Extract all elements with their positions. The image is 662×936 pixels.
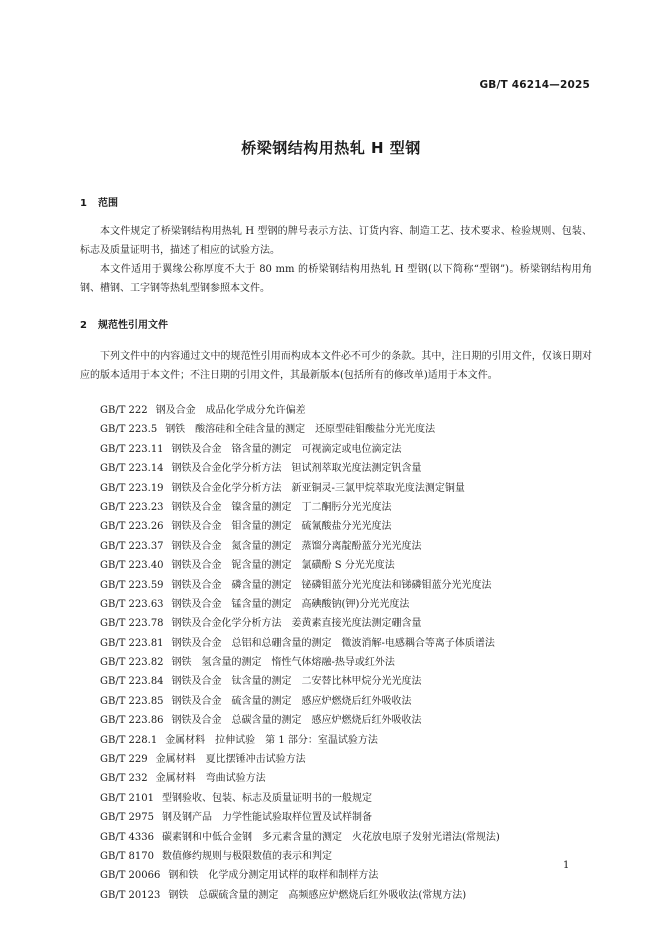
reference-code: GB/T 223.5	[100, 424, 158, 436]
reference-title: 钢铁 总碳硫含量的测定 高频感应炉燃烧后红外吸收法(常规方法)	[168, 889, 467, 901]
reference-title: 钢及钢产品 力学性能试验取样位置及试样制备	[162, 812, 373, 824]
reference-item	[100, 420, 600, 439]
reference-title: 钢铁及合金 钛含量的测定 二安替比林甲烷分光光度法	[171, 676, 422, 688]
reference-title: 数值修约规则与极限数值的表示和判定	[162, 850, 333, 862]
reference-item	[100, 517, 600, 536]
reference-title: 钢铁及合金 氮含量的测定 蒸馏分离靛酚蓝分光光度法	[171, 540, 422, 552]
reference-item	[100, 672, 600, 691]
reference-code: GB/T 223.37	[100, 540, 164, 552]
reference-item	[100, 653, 600, 672]
reference-title: 金属材料 弯曲试验方法	[155, 773, 266, 785]
reference-list	[100, 401, 600, 905]
reference-item	[100, 731, 600, 750]
reference-title: 钢及合金 成品化学成分允许偏差	[155, 405, 306, 416]
scope-paragraph-1: 本文件规定了桥梁钢结构用热轧 H 型钢的牌号表示方法、订货内容、制造工艺、技术要求、检验规则、包装、标志及质量证明书，描述了相应的试验方法。	[80, 226, 592, 256]
reference-title: 金属材料 夏比摆锤冲击试验方法	[155, 754, 306, 766]
reference-title: 钢铁及合金 锰含量的测定 高碘酸钠(钾)分光光度法	[171, 598, 410, 610]
reference-item	[100, 634, 600, 653]
reference-item	[100, 576, 600, 595]
reference-item	[100, 789, 600, 808]
reference-item	[100, 866, 600, 885]
reference-title: 钢铁及合金 总铝和总硼含量的测定 微波消解-电感耦合等离子体质谱法	[171, 637, 495, 649]
reference-item	[100, 401, 600, 420]
section-2-heading	[80, 316, 168, 331]
reference-code: GB/T 228.1	[100, 734, 158, 746]
reference-code: GB/T 223.26	[100, 521, 164, 533]
reference-code: GB/T 8170	[100, 850, 155, 862]
reference-code: GB/T 223.85	[100, 695, 164, 707]
reference-code: GB/T 223.40	[100, 560, 164, 572]
reference-title: 钢铁及合金 总碳含量的测定 感应炉燃烧后红外吸收法	[171, 715, 422, 727]
reference-code: GB/T 229	[100, 754, 148, 766]
reference-code: GB/T 20123	[100, 889, 161, 901]
document-title: 桥梁钢结构用热轧 H 型钢	[241, 139, 421, 157]
reference-title: 钢铁及合金化学分析方法 姜黄素直接光度法测定硼含量	[171, 618, 422, 630]
reference-title: 钢铁及合金 硫含量的测定 感应炉燃烧后红外吸收法	[171, 695, 412, 707]
reference-code: GB/T 223.78	[100, 618, 164, 630]
reference-item	[100, 886, 600, 905]
reference-code: GB/T 223.14	[100, 463, 164, 475]
references-intro: 下列文件中的内容通过文中的规范性引用而构成本文件必不可少的条款。其中，注日期的引用文件，仅该日期对应的版本适用于本文件；不注日期的引用文件，其最新版本(包括所有的修改单)适用于本文件。	[80, 351, 592, 381]
reference-title: 钢和铁 化学成分测定用试样的取样和制样方法	[168, 870, 379, 882]
reference-item	[100, 440, 600, 459]
reference-title: 钢铁及合金 镍含量的测定 丁二酮肟分光光度法	[171, 501, 392, 513]
reference-code: GB/T 20066	[100, 870, 161, 882]
reference-title: 金属材料 拉伸试验 第 1 部分：室温试验方法	[165, 734, 378, 746]
section-1-heading	[80, 194, 118, 209]
reference-code: GB/T 223.84	[100, 676, 164, 688]
reference-title: 钢铁及合金 磷含量的测定 铋磷钼蓝分光光度法和锑磷钼蓝分光光度法	[171, 579, 492, 591]
reference-title: 钢铁 酸溶硅和全硅含量的测定 还原型硅钼酸盐分光光度法	[165, 424, 436, 436]
reference-item	[100, 711, 600, 730]
reference-code: GB/T 223.82	[100, 657, 164, 669]
reference-title: 钢铁及合金 钼含量的测定 硫氰酸盐分光光度法	[171, 521, 392, 533]
reference-code: GB/T 223.59	[100, 579, 164, 591]
standard-code: GB/T 46214—2025	[479, 79, 590, 91]
section-2-number: 2	[80, 320, 87, 331]
reference-code: GB/T 223.81	[100, 637, 164, 649]
reference-code: GB/T 223.23	[100, 501, 164, 513]
reference-title: 钢铁 氢含量的测定 惰性气体熔融-热导或红外法	[171, 657, 395, 669]
reference-item	[100, 847, 600, 866]
reference-code: GB/T 4336	[100, 831, 155, 843]
reference-code: GB/T 232	[100, 773, 148, 785]
reference-title: 钢铁及合金 铌含量的测定 氯磺酚 S 分光光度法	[171, 560, 395, 572]
reference-item	[100, 692, 600, 711]
reference-item	[100, 808, 600, 827]
reference-code: GB/T 2101	[100, 792, 155, 804]
reference-title: 钢铁及合金化学分析方法 新亚铜灵-三氯甲烷萃取光度法测定铜量	[171, 482, 465, 494]
reference-item	[100, 595, 600, 614]
section-1-number: 1	[80, 198, 87, 209]
reference-item	[100, 459, 600, 478]
page-number: 1	[563, 860, 570, 871]
reference-item	[100, 828, 600, 847]
reference-item	[100, 750, 600, 769]
reference-item	[100, 769, 600, 788]
reference-item	[100, 614, 600, 633]
reference-code: GB/T 223.11	[100, 443, 164, 455]
scope-paragraph-2: 本文件适用于翼缘公称厚度不大于 80 mm 的桥梁钢结构用热轧 H 型钢(以下简称“型钢”)。桥梁钢结构用角钢、槽钢、工字钢等热轧型钢参照本文件。	[80, 264, 592, 294]
reference-item	[100, 498, 600, 517]
reference-item	[100, 556, 600, 575]
reference-title: 钢铁及合金 铬含量的测定 可视滴定或电位滴定法	[171, 443, 402, 455]
section-2-title: 规范性引用文件	[98, 320, 168, 331]
section-1-title: 范围	[98, 198, 118, 209]
reference-code: GB/T 223.19	[100, 482, 164, 494]
reference-code: GB/T 223.86	[100, 715, 164, 727]
reference-title: 型钢验收、包装、标志及质量证明书的一般规定	[162, 792, 373, 804]
reference-item	[100, 537, 600, 556]
reference-item	[100, 479, 600, 498]
reference-title: 钢铁及合金化学分析方法 钽试剂萃取光度法测定钒含量	[171, 463, 422, 475]
reference-code: GB/T 223.63	[100, 598, 164, 610]
reference-title: 碳素钢和中低合金钢 多元素含量的测定 火花放电原子发射光谱法(常规法)	[162, 831, 500, 843]
reference-code: GB/T 2975	[100, 812, 155, 824]
reference-code: GB/T 222	[100, 405, 148, 416]
